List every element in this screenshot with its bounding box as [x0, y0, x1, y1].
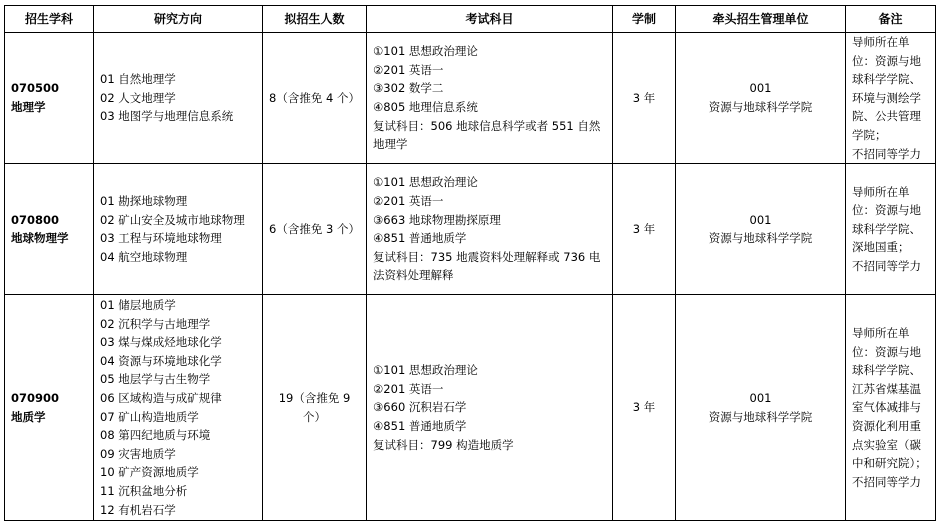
table-row	[5, 164, 936, 295]
subject-code: 070500	[11, 81, 60, 96]
direction-cell	[94, 164, 263, 295]
header-row	[5, 6, 936, 33]
direction-item: 04 资源与环境地球化学	[100, 353, 222, 368]
subject-cell	[5, 295, 94, 521]
direction-item: 02 沉积学与古地理学	[100, 316, 211, 331]
exam-cell	[367, 295, 613, 521]
subject-code: 070900	[11, 391, 60, 406]
direction-item: 10 矿产资源地质学	[100, 465, 199, 480]
direction-item: 11 沉积盆地分析	[100, 484, 188, 499]
header-exam: 考试科目	[367, 6, 613, 33]
exam-item: ②201 英语一	[373, 193, 444, 208]
direction-item: 02 矿山安全及城市地球物理	[100, 212, 245, 227]
direction-item: 09 灾害地质学	[100, 446, 176, 461]
direction-cell	[94, 33, 263, 164]
subject-cell	[5, 164, 94, 295]
header-direction: 研究方向	[94, 6, 263, 33]
note-advisor-units: 导师所在单位：资源与地球科学学院、深地国重；	[852, 184, 921, 255]
direction-item: 08 第四纪地质与环境	[100, 428, 211, 443]
quota-cell: 8（含推免 4 个）	[263, 33, 367, 164]
direction-item: 01 自然地理学	[100, 72, 176, 87]
quota-cell: 6（含推免 3 个）	[263, 164, 367, 295]
unit-code: 001	[749, 212, 772, 227]
subject-name: 地质学	[11, 409, 46, 424]
note-cell	[846, 33, 936, 164]
note-advisor-units: 导师所在单位：资源与地球科学学院、江苏省煤基温室气体减排与资源化利用重点实验室（碳中和研究院）；	[852, 325, 927, 471]
direction-cell	[94, 295, 263, 521]
exam-item: ②201 英语一	[373, 62, 444, 77]
subject-name: 地理学	[11, 100, 46, 115]
note-cell	[846, 164, 936, 295]
note-advisor-units: 导师所在单位：资源与地球科学学院、环境与测绘学院、公共管理学院；	[852, 35, 921, 142]
exam-item: ①101 思想政治理论	[373, 363, 478, 378]
years-cell: 3 年	[613, 33, 676, 164]
unit-code: 001	[749, 81, 772, 96]
direction-item: 12 有机岩石学	[100, 502, 176, 517]
header-subject: 招生学科	[5, 6, 94, 33]
unit-name: 资源与地球科学学院	[708, 231, 813, 246]
unit-cell	[676, 295, 846, 521]
unit-code: 001	[749, 391, 772, 406]
note-restriction: 不招同等学力	[852, 259, 921, 274]
exam-item: ①101 思想政治理论	[373, 44, 478, 59]
unit-cell	[676, 33, 846, 164]
exam-item: ③663 地球物理勘探原理	[373, 212, 501, 227]
subject-name: 地球物理学	[11, 231, 69, 246]
years-cell: 3 年	[613, 164, 676, 295]
exam-cell	[367, 33, 613, 164]
direction-item: 03 煤与煤成烃地球化学	[100, 335, 222, 350]
exam-item: ④805 地理信息系统	[373, 100, 478, 115]
quota-cell: 19（含推免 9 个）	[263, 295, 367, 521]
note-restriction: 不招同等学力	[852, 146, 921, 161]
table-row	[5, 33, 936, 164]
direction-item: 06 区域构造与成矿规律	[100, 391, 222, 406]
exam-item: ①101 思想政治理论	[373, 175, 478, 190]
exam-cell	[367, 164, 613, 295]
retest-subjects: 复试科目：506 地球信息科学或者 551 自然地理学	[373, 118, 601, 152]
header-note: 备注	[846, 6, 936, 33]
exam-item: ④851 普通地质学	[373, 231, 467, 246]
subject-cell	[5, 33, 94, 164]
direction-item: 01 勘探地球物理	[100, 193, 188, 208]
unit-name: 资源与地球科学学院	[708, 100, 813, 115]
exam-item: ③302 数学二	[373, 81, 444, 96]
exam-item: ③660 沉积岩石学	[373, 400, 467, 415]
direction-item: 07 矿山构造地质学	[100, 409, 199, 424]
header-unit: 牵头招生管理单位	[676, 6, 846, 33]
direction-item: 02 人文地理学	[100, 90, 176, 105]
direction-item: 01 储层地质学	[100, 298, 176, 313]
direction-item: 04 航空地球物理	[100, 249, 188, 264]
direction-item: 03 工程与环境地球物理	[100, 231, 222, 246]
header-years: 学制	[613, 6, 676, 33]
exam-item: ②201 英语一	[373, 381, 444, 396]
direction-item: 03 地图学与地理信息系统	[100, 109, 234, 124]
exam-item: ④851 普通地质学	[373, 418, 467, 433]
direction-item: 05 地层学与古生物学	[100, 372, 211, 387]
table-row	[5, 295, 936, 521]
unit-cell	[676, 164, 846, 295]
admissions-table	[4, 5, 936, 521]
retest-subjects: 复试科目：735 地震资料处理解释或 736 电法资料处理解释	[373, 249, 601, 283]
note-cell	[846, 295, 936, 521]
header-quota: 拟招生人数	[263, 6, 367, 33]
retest-subjects: 复试科目：799 构造地质学	[373, 437, 514, 452]
subject-code: 070800	[11, 212, 60, 227]
unit-name: 资源与地球科学学院	[708, 409, 813, 424]
note-restriction: 不招同等学力	[852, 474, 921, 489]
years-cell: 3 年	[613, 295, 676, 521]
